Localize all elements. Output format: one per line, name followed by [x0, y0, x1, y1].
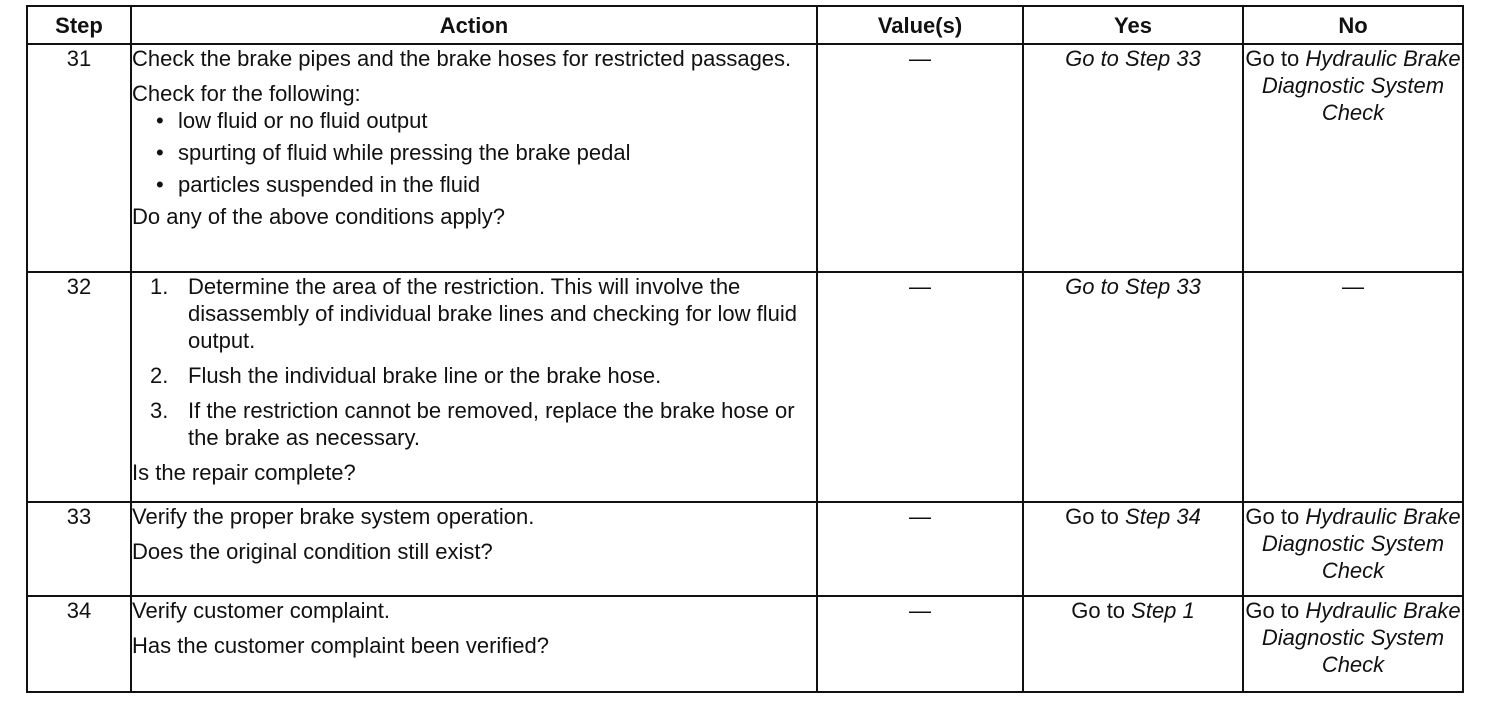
header-no: No: [1243, 6, 1463, 44]
table-row-step-34: [27, 596, 1463, 692]
step-number: 32: [27, 272, 131, 502]
header-action: Action: [131, 6, 817, 44]
no-cell: [1243, 596, 1463, 692]
table-row-step-33: [27, 502, 1463, 596]
no-prefix: Go to: [1245, 598, 1306, 623]
action-text: Verify the proper brake system operation.: [132, 504, 535, 529]
yes-link-text: Step 1: [1131, 598, 1195, 623]
no-cell: [1243, 502, 1463, 596]
condition-list: [132, 107, 816, 198]
action-question: Does the original condition still exist?: [132, 539, 493, 564]
yes-cell: [1023, 596, 1243, 692]
procedure-list: [132, 273, 816, 451]
action-text: Check the brake pipes and the brake hoses for restricted passages.: [132, 46, 792, 71]
action-question: Is the repair complete?: [132, 460, 356, 485]
action-cell: [131, 596, 817, 692]
yes-link-text: Go to Step 33: [1065, 46, 1201, 71]
action-text: Check for the following:: [132, 81, 361, 106]
list-item: • low fluid or no fluid output: [156, 107, 816, 134]
list-text: Flush the individual brake line or the brake hose.: [188, 363, 662, 388]
value-cell: —: [817, 44, 1023, 272]
header-yes: Yes: [1023, 6, 1243, 44]
action-question: Do any of the above conditions apply?: [132, 204, 506, 229]
no-cell: —: [1243, 272, 1463, 502]
no-link-text: Hydraulic Brake Diagnostic System Check: [1261, 46, 1461, 125]
list-item: [150, 362, 816, 389]
no-cell: [1243, 44, 1463, 272]
list-number: 2.: [150, 363, 169, 388]
diagnostic-table: [26, 5, 1464, 693]
table-row-step-31: [27, 44, 1463, 272]
no-link-text: Hydraulic Brake Diagnostic System Check: [1261, 598, 1461, 677]
table-row-step-32: [27, 272, 1463, 502]
step-number: 34: [27, 596, 131, 692]
action-cell: [131, 44, 817, 272]
list-number: 3.: [150, 398, 169, 423]
header-row: [27, 6, 1463, 44]
header-values: Value(s): [817, 6, 1023, 44]
yes-prefix: Go to: [1065, 504, 1126, 529]
list-number: 1.: [150, 274, 169, 299]
list-item: • spurting of fluid while pressing the brake pedal: [156, 139, 816, 166]
no-link-text: Hydraulic Brake Diagnostic System Check: [1261, 504, 1461, 583]
value-cell: —: [817, 272, 1023, 502]
list-text: Determine the area of the restriction. This will involve the disassembly of individual brake lines and checking for low fluid output.: [188, 274, 797, 353]
action-cell: [131, 272, 817, 502]
no-prefix: Go to: [1245, 46, 1306, 71]
value-cell: —: [817, 596, 1023, 692]
list-item: [150, 397, 816, 451]
yes-link-text: Step 34: [1125, 504, 1201, 529]
list-text: If the restriction cannot be removed, replace the brake hose or the brake as necessary.: [188, 398, 795, 450]
action-cell: [131, 502, 817, 596]
yes-link-text: Go to Step 33: [1065, 274, 1201, 299]
yes-cell: [1023, 502, 1243, 596]
list-item: [150, 273, 816, 354]
value-cell: —: [817, 502, 1023, 596]
header-step: Step: [27, 6, 131, 44]
yes-cell: [1023, 44, 1243, 272]
step-number: 31: [27, 44, 131, 272]
yes-cell: [1023, 272, 1243, 502]
action-question: Has the customer complaint been verified?: [132, 633, 549, 658]
list-item: • particles suspended in the fluid: [156, 171, 816, 198]
step-number: 33: [27, 502, 131, 596]
no-prefix: Go to: [1245, 504, 1306, 529]
yes-prefix: Go to: [1071, 598, 1132, 623]
action-text: Verify customer complaint.: [132, 598, 390, 623]
